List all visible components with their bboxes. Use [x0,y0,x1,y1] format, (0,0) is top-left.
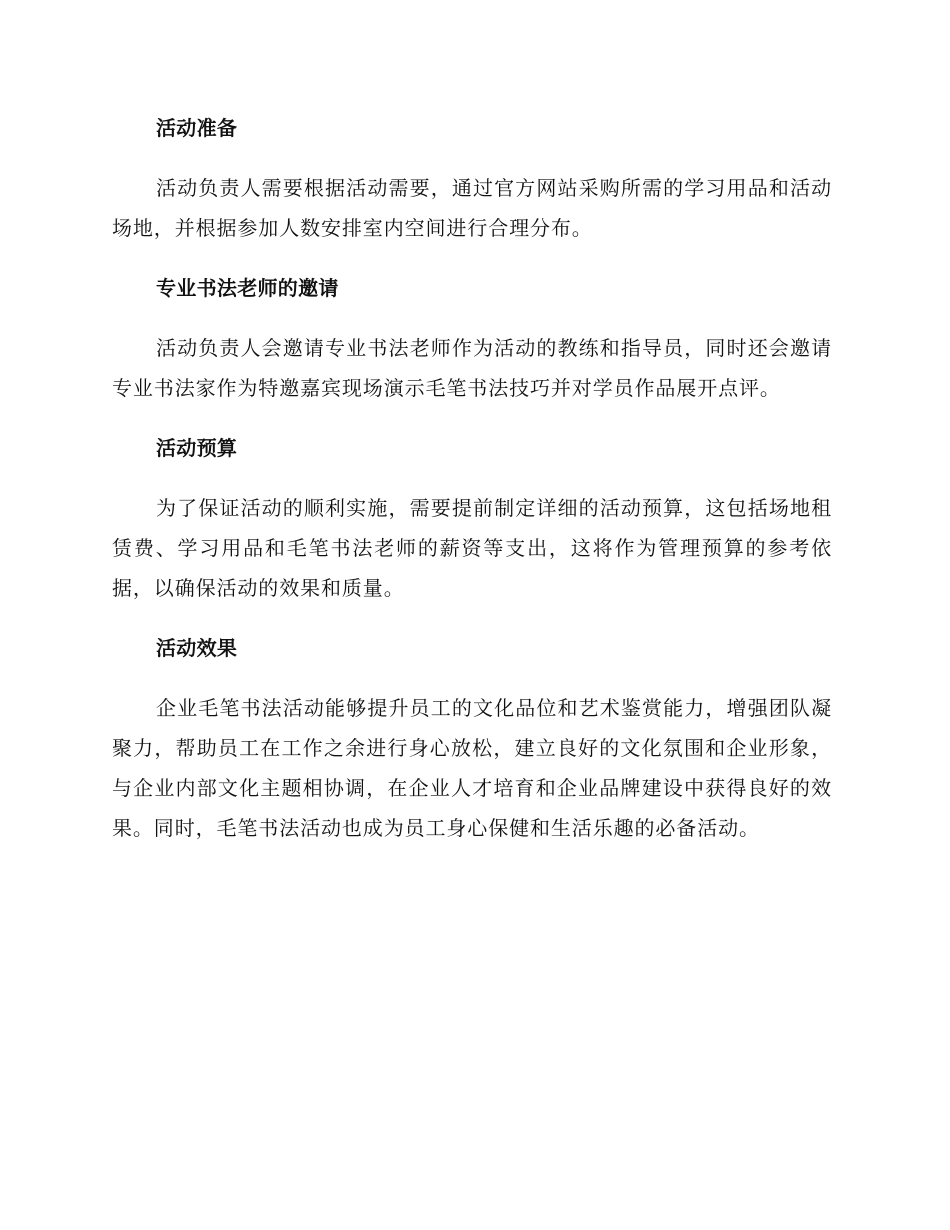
section-body-teacher-invitation: 活动负责人会邀请专业书法老师作为活动的教练和指导员，同时还会邀请专业书法家作为特邀嘉宾现场演示毛笔书法技巧并对学员作品展开点评。 [112,336,832,400]
section-heading-budget: 活动预算 [156,436,238,460]
section-heading-preparation: 活动准备 [156,116,238,140]
section-body-budget: 为了保证活动的顺利实施，需要提前制定详细的活动预算，这包括场地租赁费、学习用品和毛笔书法老师的薪资等支出，这将作为管理预算的参考依据，以确保活动的效果和质量。 [112,496,832,600]
section-body-effect: 企业毛笔书法活动能够提升员工的文化品位和艺术鉴赏能力，增强团队凝聚力，帮助员工在工作之余进行身心放松，建立良好的文化氛围和企业形象，与企业内部文化主题相协调，在企业人才培育和企业品牌建设中获得良好的效果。同时，毛笔书法活动也成为员工身心保健和生活乐趣的必备活动。 [112,696,832,840]
section-heading-teacher-invitation: 专业书法老师的邀请 [156,276,339,300]
section-heading-effect: 活动效果 [156,636,238,660]
section-body-preparation: 活动负责人需要根据活动需要，通过官方网站采购所需的学习用品和活动场地，并根据参加人数安排室内空间进行合理分布。 [112,176,832,240]
document-content [112,108,832,848]
